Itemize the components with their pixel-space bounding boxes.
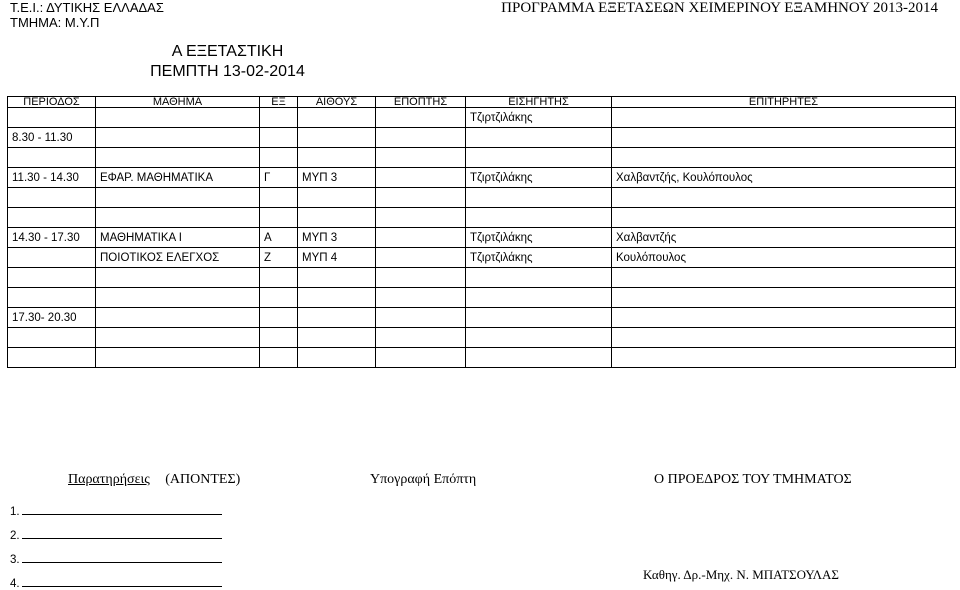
cell-period: 8.30 - 11.30 — [8, 128, 96, 148]
cell-room: ΜΥΠ 3 — [298, 168, 376, 188]
cell-invigilators — [612, 348, 956, 368]
cell-invigilators: Χαλβαντζής — [612, 228, 956, 248]
cell-lecturer — [466, 328, 612, 348]
cell-invigilators — [612, 208, 956, 228]
header-lecturer: ΕΙΣΗΓΗΤΗΣ — [466, 97, 612, 108]
cell-room — [298, 328, 376, 348]
cell-course — [96, 328, 260, 348]
header-semester: ΕΞ — [260, 97, 298, 108]
cell-invigilators — [612, 308, 956, 328]
cell-lecturer: Τζιρτζιλάκης — [466, 108, 612, 128]
header-period: ΠΕΡΙΟΔΟΣ — [8, 97, 96, 108]
cell-lecturer — [466, 308, 612, 328]
cell-invigilators — [612, 128, 956, 148]
schedule-table — [7, 96, 956, 368]
department-name: ΤΜΗΜΑ: Μ.Υ.Π — [10, 15, 100, 30]
cell-invigilators — [612, 268, 956, 288]
cell-course — [96, 208, 260, 228]
cell-period — [8, 288, 96, 308]
cell-period — [8, 188, 96, 208]
cell-room — [298, 208, 376, 228]
absent-line-1[interactable]: 1. — [10, 504, 222, 518]
cell-supervisor — [376, 248, 466, 268]
cell-room — [298, 268, 376, 288]
cell-room — [298, 188, 376, 208]
table-row — [8, 228, 956, 248]
cell-invigilators: Κουλόπουλος — [612, 248, 956, 268]
cell-course: ΜΑΘΗΜΑΤΙΚΑ Ι — [96, 228, 260, 248]
table-row — [8, 208, 956, 228]
table-row — [8, 308, 956, 328]
cell-room — [298, 108, 376, 128]
table-row — [8, 268, 956, 288]
cell-period: 11.30 - 14.30 — [8, 168, 96, 188]
cell-course — [96, 268, 260, 288]
table-row — [8, 288, 956, 308]
header-room: ΑΙΘΟΥΣ — [298, 97, 376, 108]
cell-lecturer: Τζιρτζιλάκης — [466, 228, 612, 248]
cell-supervisor — [376, 308, 466, 328]
cell-period: 17.30- 20.30 — [8, 308, 96, 328]
table-row — [8, 248, 956, 268]
remarks-block — [68, 472, 240, 488]
cell-supervisor — [376, 328, 466, 348]
cell-course — [96, 308, 260, 328]
cell-semester: Α — [260, 228, 298, 248]
table-row — [8, 168, 956, 188]
cell-lecturer — [466, 188, 612, 208]
cell-semester — [260, 128, 298, 148]
cell-semester — [260, 348, 298, 368]
cell-semester — [260, 108, 298, 128]
cell-semester — [260, 188, 298, 208]
cell-lecturer: Τζιρτζιλάκης — [466, 248, 612, 268]
cell-lecturer — [466, 268, 612, 288]
cell-supervisor — [376, 288, 466, 308]
table-row — [8, 328, 956, 348]
cell-lecturer — [466, 348, 612, 368]
cell-period — [8, 328, 96, 348]
exam-week: Α ΕΞΕΤΑΣΤΙΚΗ — [171, 43, 284, 60]
cell-semester — [260, 208, 298, 228]
cell-semester — [260, 148, 298, 168]
remarks-label: Παρατηρήσεις — [68, 472, 150, 487]
cell-lecturer — [466, 208, 612, 228]
cell-period — [8, 268, 96, 288]
table-row — [8, 128, 956, 148]
table-header-row — [8, 97, 956, 108]
cell-course — [96, 128, 260, 148]
cell-room: ΜΥΠ 3 — [298, 228, 376, 248]
cell-supervisor — [376, 168, 466, 188]
cell-supervisor — [376, 108, 466, 128]
cell-semester: Ζ — [260, 248, 298, 268]
absent-line-4[interactable]: 4. — [10, 576, 222, 590]
cell-course: ΠΟΙΟΤΙΚΟΣ ΕΛΕΓΧΟΣ — [96, 248, 260, 268]
cell-course: ΕΦΑΡ. ΜΑΘΗΜΑΤΙΚΑ — [96, 168, 260, 188]
cell-period — [8, 148, 96, 168]
cell-supervisor — [376, 348, 466, 368]
cell-supervisor — [376, 128, 466, 148]
header-course: ΜΑΘΗΜΑ — [96, 97, 260, 108]
chair-label: Ο ΠΡΟΕΔΡΟΣ ΤΟΥ ΤΜΗΜΑΤΟΣ — [654, 472, 852, 487]
cell-supervisor — [376, 228, 466, 248]
cell-course — [96, 348, 260, 368]
cell-course — [96, 188, 260, 208]
cell-lecturer — [466, 148, 612, 168]
cell-room — [298, 148, 376, 168]
cell-room — [298, 348, 376, 368]
cell-period — [8, 208, 96, 228]
cell-supervisor — [376, 148, 466, 168]
cell-invigilators — [612, 288, 956, 308]
cell-lecturer — [466, 288, 612, 308]
cell-period — [8, 348, 96, 368]
cell-semester — [260, 268, 298, 288]
cell-supervisor — [376, 268, 466, 288]
cell-lecturer: Τζιρτζιλάκης — [466, 168, 612, 188]
table-row — [8, 188, 956, 208]
cell-invigilators — [612, 328, 956, 348]
cell-room — [298, 308, 376, 328]
cell-lecturer — [466, 128, 612, 148]
table-row — [8, 108, 956, 128]
cell-room — [298, 128, 376, 148]
cell-course — [96, 148, 260, 168]
cell-semester — [260, 288, 298, 308]
cell-semester — [260, 328, 298, 348]
absent-line-3[interactable]: 3. — [10, 552, 222, 566]
cell-invigilators — [612, 108, 956, 128]
header-supervisor: ΕΠΟΠΤΗΣ — [376, 97, 466, 108]
cell-room — [298, 288, 376, 308]
table-row — [8, 348, 956, 368]
program-title: ΠΡΟΓΡΑΜΜΑ ΕΞΕΤΑΣΕΩΝ ΧΕΙΜΕΡΙΝΟΥ ΕΞΑΜΗΝΟΥ 2013-2014 — [501, 0, 938, 16]
cell-invigilators — [612, 148, 956, 168]
cell-course — [96, 288, 260, 308]
cell-semester — [260, 308, 298, 328]
cell-course — [96, 108, 260, 128]
exam-heading — [130, 42, 325, 82]
table-row — [8, 148, 956, 168]
absent-line-2[interactable]: 2. — [10, 528, 222, 542]
cell-room: ΜΥΠ 4 — [298, 248, 376, 268]
exam-day: ΠΕΜΠΤΗ 13-02-2014 — [150, 63, 305, 80]
institution-name: Τ.Ε.Ι.: ΔΥΤΙΚΗΣ ΕΛΛΑΔΑΣ — [10, 0, 164, 15]
chair-name: Καθηγ. Δρ.-Μηχ. Ν. ΜΠΑΤΣΟΥΛΑΣ — [643, 567, 840, 582]
absent-label: (ΑΠΟΝΤΕΣ) — [165, 472, 241, 487]
header-left — [10, 0, 164, 30]
cell-invigilators: Χαλβαντζής, Κουλόπουλος — [612, 168, 956, 188]
cell-period — [8, 248, 96, 268]
cell-supervisor — [376, 188, 466, 208]
cell-period — [8, 108, 96, 128]
supervisor-signature-label: Υπογραφή Επόπτη — [370, 472, 477, 487]
cell-invigilators — [612, 188, 956, 208]
cell-semester: Γ — [260, 168, 298, 188]
cell-supervisor — [376, 208, 466, 228]
header-invigilators: ΕΠΙΤΗΡΗΤΕΣ — [612, 97, 956, 108]
cell-period: 14.30 - 17.30 — [8, 228, 96, 248]
